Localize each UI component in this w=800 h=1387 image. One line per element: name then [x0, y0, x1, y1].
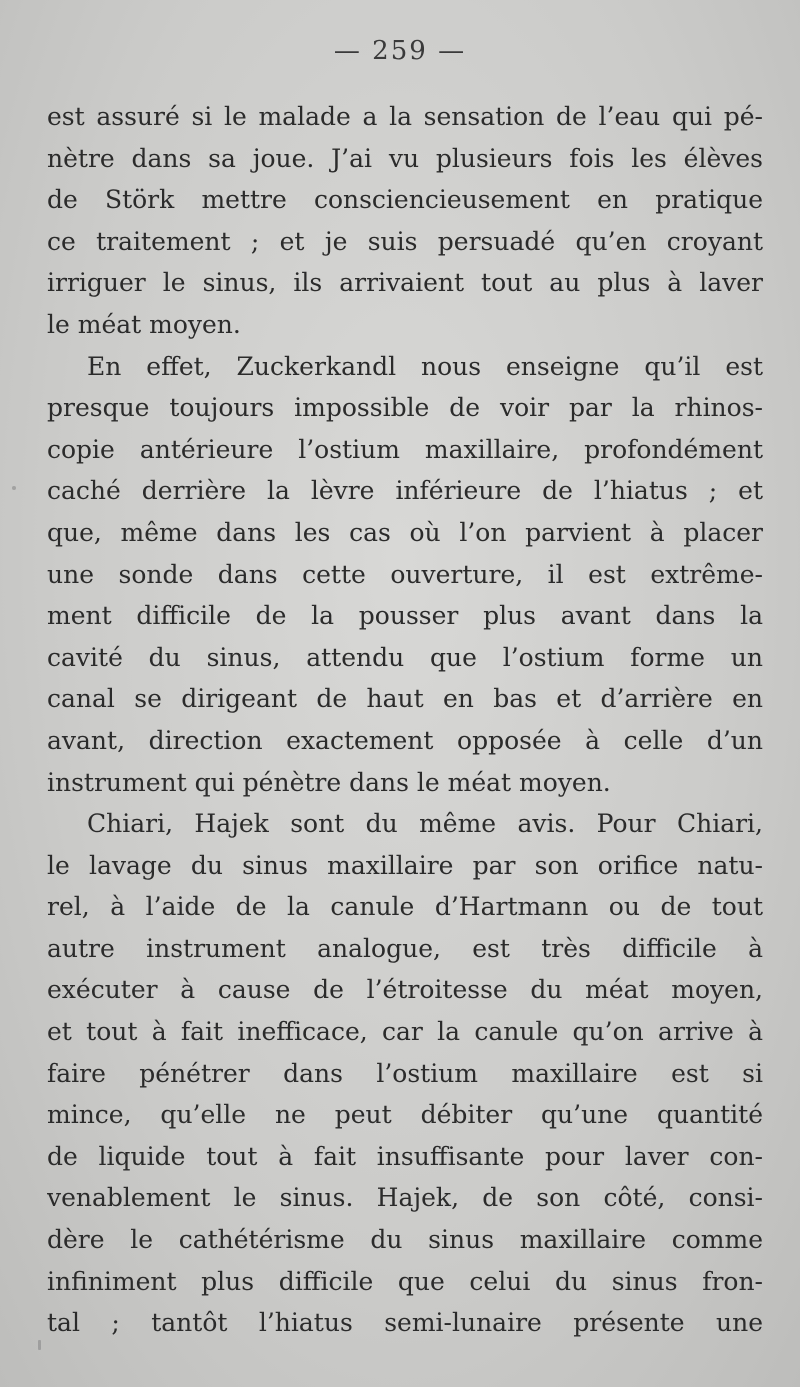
- text-line: autre instrument analogue, est très difficile à: [47, 933, 763, 963]
- text-line: caché derrière la lèvre inférieure de l’hiatus ; et: [47, 476, 763, 506]
- page-number: — 259 —: [333, 36, 467, 66]
- text-line: ce traitement ; et je suis persuadé qu’en croyant: [47, 226, 763, 256]
- text-line: infiniment plus difficile que celui du sinus fron-: [47, 1266, 763, 1296]
- text-line: rel, à l’aide de la canule d’Hartmann ou de tout: [47, 892, 763, 922]
- paper-speck: [38, 1340, 41, 1350]
- text-line: tal ; tantôt l’hiatus semi-lunaire présente une: [47, 1308, 763, 1338]
- text-line: exécuter à cause de l’étroitesse du méat moyen,: [47, 975, 763, 1005]
- text-line: copie antérieure l’ostium maxillaire, profondément: [47, 434, 763, 464]
- text-line: En effet, Zuckerkandl nous enseigne qu’il est: [87, 351, 763, 381]
- text-line: canal se dirigeant de haut en bas et d’arrière en: [47, 684, 763, 714]
- paragraph-3: [47, 803, 763, 1344]
- body-text: [47, 96, 763, 1344]
- text-line: faire pénétrer dans l’ostium maxillaire est si: [47, 1058, 763, 1088]
- text-line: dère le cathétérisme du sinus maxillaire comme: [47, 1225, 763, 1255]
- text-line: instrument qui pénètre dans le méat moyen.: [47, 767, 611, 797]
- text-line: une sonde dans cette ouverture, il est extrême-: [47, 559, 763, 589]
- text-line: venablement le sinus. Hajek, de son côté, consi-: [47, 1183, 763, 1213]
- paragraph-1: [47, 96, 763, 346]
- text-line: Chiari, Hajek sont du même avis. Pour Chiari,: [87, 809, 763, 839]
- text-line: mince, qu’elle ne peut débiter qu’une quantité: [47, 1100, 763, 1130]
- paper-speck: [12, 486, 16, 490]
- text-line: est assuré si le malade a la sensation de l’eau qui pé-: [47, 102, 763, 131]
- text-line: avant, direction exactement opposée à celle d’un: [47, 725, 763, 755]
- text-line: presque toujours impossible de voir par la rhinos-: [47, 393, 763, 423]
- text-line: que, même dans les cas où l’on parvient à placer: [47, 517, 763, 547]
- text-line: ment difficile de la pousser plus avant dans la: [47, 601, 763, 631]
- text-line: le lavage du sinus maxillaire par son orifice natu-: [47, 850, 763, 880]
- text-line: et tout à fait inefficace, car la canule qu’on arrive à: [47, 1017, 763, 1047]
- text-line: irriguer le sinus, ils arrivaient tout au plus à laver: [47, 268, 763, 298]
- text-line: nètre dans sa joue. J’ai vu plusieurs fois les élèves: [47, 143, 763, 173]
- text-line: le méat moyen.: [47, 309, 241, 339]
- text-line: de liquide tout à fait insuffisante pour laver con-: [47, 1141, 763, 1171]
- text-line: de Störk mettre consciencieusement en pratique: [47, 185, 763, 215]
- paragraph-2: [47, 346, 763, 804]
- text-line: cavité du sinus, attendu que l’ostium forme un: [47, 642, 763, 672]
